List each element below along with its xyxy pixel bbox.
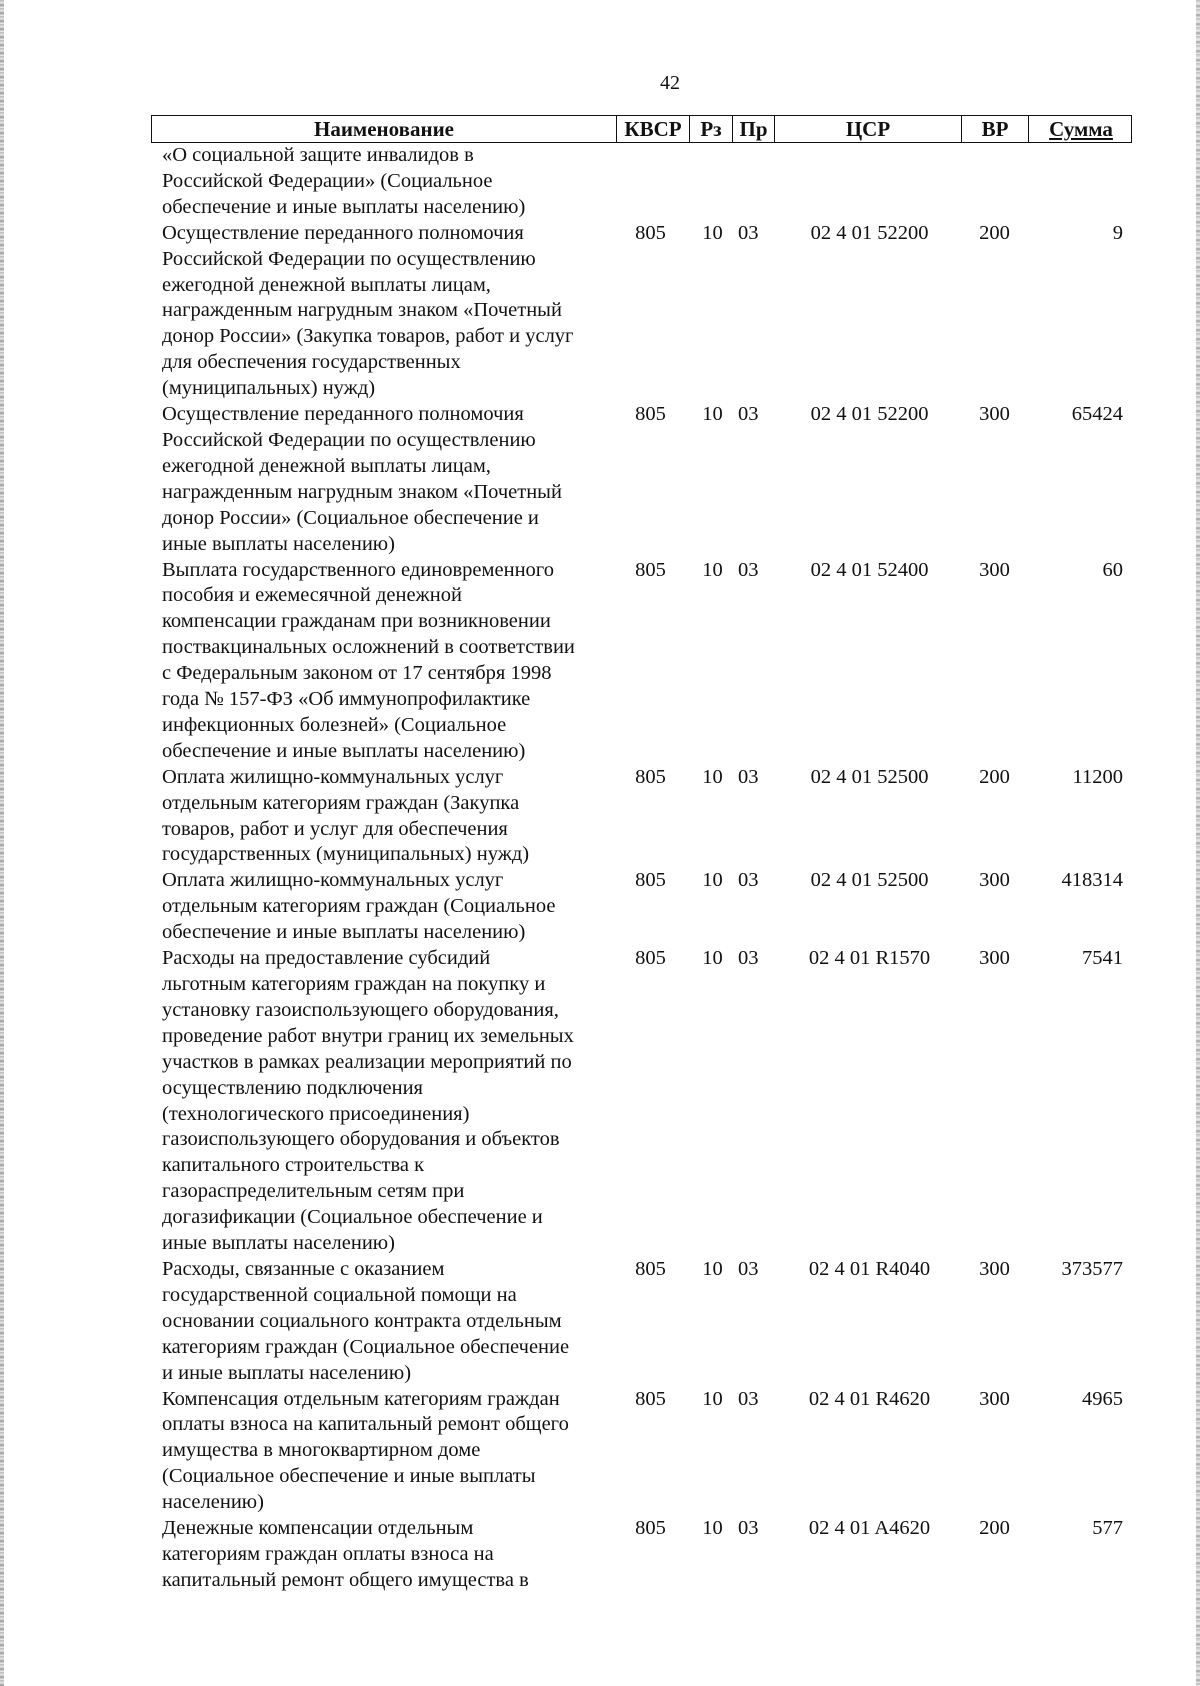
row-sum: 4965: [1082, 1387, 1123, 1410]
row-name: Расходы на предоставление субсидий льготным категориям граждан на покупку и установку газоиспользующего оборудования, проведение работ внутри границ их земельных участков в рамках реализации мероприятий по осуществлению подключения (технологического присоединения) газоиспользующего оборудования и объектов капитального строительства к газораспределительным сетям при догазификации (Социальное обеспечение и иные выплаты населению): [162, 947, 574, 1255]
row-name: Осуществление переданного полномочия Российской Федерации по осуществлению ежегодной денежной выплаты лицам, награжденным нагрудным знаком «Почетный донор России» (Социальное обеспечение и иные выплаты населению): [162, 403, 562, 555]
table-row: [151, 1516, 1132, 1594]
header-vr: ВР: [962, 116, 1029, 142]
table-row: [151, 868, 1132, 946]
header-sum: Сумма: [1049, 117, 1113, 141]
header-name: Наименование: [152, 116, 617, 142]
table-header: [151, 115, 1132, 143]
row-csr: 02 4 01 R4040: [808, 1257, 931, 1280]
row-pr: 03: [738, 221, 759, 244]
table-row: [151, 1257, 1132, 1387]
row-rz: 10: [702, 403, 723, 426]
header-pr: Пр: [733, 116, 775, 142]
row-csr: 02 4 01 52200: [810, 221, 929, 244]
row-kvsr: [616, 143, 689, 221]
row-csr: 02 4 01 52500: [810, 869, 929, 892]
row-csr: 02 4 01 R4620: [808, 1387, 931, 1410]
row-name: Денежные компенсации отдельным категориям граждан оплаты взноса на капитальный ремонт общего имущества в: [162, 1517, 529, 1591]
table-row: [151, 946, 1132, 1257]
row-csr: 02 4 01 52500: [810, 765, 929, 788]
row-rz: 10: [702, 558, 723, 581]
row-vr: 200: [979, 765, 1010, 788]
header-csr: ЦСР: [775, 116, 962, 142]
row-vr: 300: [979, 1257, 1010, 1280]
row-name: Оплата жилищно-коммунальных услуг отдельным категориям граждан (Закупка товаров, работ и услуг для обеспечения государственных (муниципальных) нужд): [162, 765, 530, 866]
row-sum: 65424: [1071, 403, 1123, 426]
page-number: 42: [660, 72, 680, 94]
row-kvsr: 805: [635, 1257, 666, 1280]
row-sum: 60: [1102, 558, 1123, 581]
row-vr: 300: [979, 403, 1010, 426]
table-row: [151, 1387, 1132, 1517]
row-vr: 300: [979, 869, 1010, 892]
row-kvsr: 805: [635, 558, 666, 581]
row-kvsr: 805: [635, 1517, 666, 1540]
table-row: [151, 558, 1132, 765]
row-sum: [1028, 143, 1132, 221]
row-name: «О социальной защите инвалидов в Российской Федерации» (Социальное обеспечение и иные выплаты населению): [162, 144, 526, 218]
row-pr: 03: [738, 765, 759, 788]
row-pr: [732, 143, 774, 221]
row-sum: 418314: [1061, 869, 1123, 892]
row-name: Осуществление переданного полномочия Российской Федерации по осуществлению ежегодной денежной выплаты лицам, награжденным нагрудным знаком «Почетный донор России» (Закупка товаров, работ и услуг для обеспечения государственных (муниципальных) нужд): [162, 221, 574, 400]
row-rz: 10: [702, 1257, 723, 1280]
row-rz: 10: [702, 1387, 723, 1410]
row-rz: 10: [702, 947, 723, 970]
row-rz: 10: [702, 869, 723, 892]
row-sum: 373577: [1061, 1257, 1123, 1280]
table-row: [151, 402, 1132, 557]
row-pr: 03: [738, 869, 759, 892]
row-kvsr: 805: [635, 869, 666, 892]
row-name: Выплата государственного единовременного пособия и ежемесячной денежной компенсации гражданам при возникновении поствакцинальных осложнений в соответствии с Федеральным законом от 17 сентября 1998 года № 157-ФЗ «Об иммунопрофилактике инфекционных болезней» (Социальное обеспечение и иные выплаты населению): [162, 558, 575, 762]
row-kvsr: 805: [635, 765, 666, 788]
row-vr: 300: [979, 558, 1010, 581]
row-rz: 10: [702, 765, 723, 788]
row-csr: 02 4 01 52200: [810, 403, 929, 426]
row-pr: 03: [738, 1387, 759, 1410]
row-sum: 577: [1092, 1517, 1123, 1540]
row-rz: 10: [702, 1517, 723, 1540]
scan-edge-right: [1196, 0, 1200, 1686]
row-vr: 200: [979, 221, 1010, 244]
row-pr: 03: [738, 1257, 759, 1280]
table-row: [151, 765, 1132, 869]
row-vr: 200: [979, 1517, 1010, 1540]
row-rz: 10: [702, 221, 723, 244]
row-kvsr: 805: [635, 947, 666, 970]
row-sum: 9: [1112, 221, 1123, 244]
row-pr: 03: [738, 403, 759, 426]
row-sum: 7541: [1082, 947, 1123, 970]
row-rz: [689, 143, 732, 221]
row-kvsr: 805: [635, 1387, 666, 1410]
row-vr: 300: [979, 1387, 1010, 1410]
header-kvsr: КВСР: [617, 116, 690, 142]
row-csr: 02 4 01 52400: [810, 558, 929, 581]
table-row: [151, 221, 1132, 402]
row-vr: [961, 143, 1028, 221]
row-pr: 03: [738, 558, 759, 581]
row-name: Оплата жилищно-коммунальных услуг отдельным категориям граждан (Социальное обеспечение и иные выплаты населению): [162, 869, 556, 944]
table-row: [151, 143, 1132, 221]
row-sum: 11200: [1072, 765, 1123, 788]
scan-edge-left: [0, 0, 4, 1686]
header-rz: Рз: [690, 116, 733, 142]
row-pr: 03: [738, 947, 759, 970]
row-name: Компенсация отдельным категориям граждан оплаты взноса на капитальный ремонт общего имущества в многоквартирном доме (Социальное обеспечение и иные выплаты населению): [162, 1387, 569, 1514]
row-name: Расходы, связанные с оказанием государственной социальной помощи на основании социального контракта отдельным категориям граждан (Социальное обеспечение и иные выплаты населению): [162, 1257, 570, 1384]
row-csr: 02 4 01 A4620: [808, 1517, 931, 1540]
row-csr: 02 4 01 R1570: [808, 947, 931, 970]
row-pr: 03: [738, 1517, 759, 1540]
row-kvsr: 805: [635, 403, 666, 426]
row-kvsr: 805: [635, 221, 666, 244]
row-vr: 300: [979, 947, 1010, 970]
budget-table: [151, 115, 1132, 1594]
row-csr: [774, 143, 961, 221]
